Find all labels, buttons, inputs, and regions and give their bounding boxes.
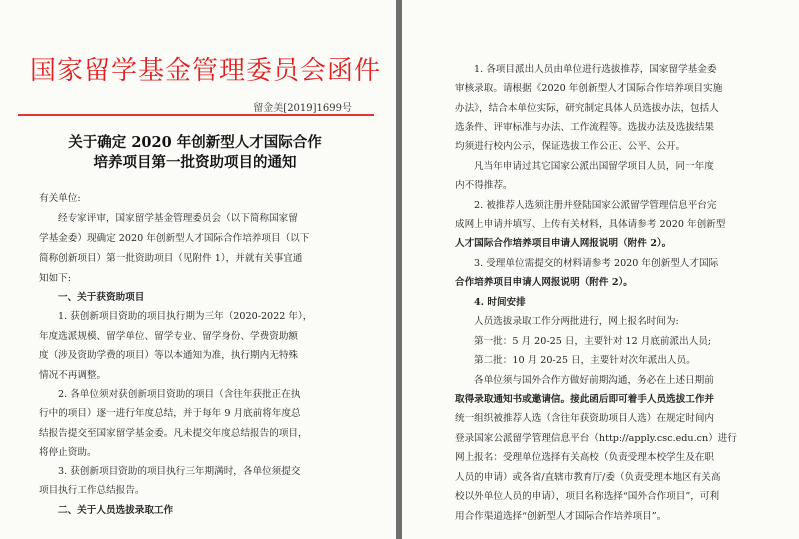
notice-title-line-2: 培养项目第一批资助项目的通知 (93, 154, 297, 171)
body-line: 人员选拔录取工作分两批进行，网上报名时间为: (474, 316, 679, 327)
left-page (0, 0, 396, 539)
right-page (402, 0, 799, 539)
body-line: 学基金委）现确定 2020 年创新型人才国际合作培养项目（以下 (39, 233, 310, 244)
body-line: 第一批：5 月 20-25 日，主要针对 12 月底前派出人员; (474, 336, 712, 347)
body-line: 1. 获创新项目资助的项目执行期为三年（2020-2022 年）， (58, 311, 313, 322)
body-line: 均须进行校内公示，保证选拔工作公正、公平、公开。 (455, 141, 686, 152)
notice-title-line-1: 关于确定 2020 年创新型人才国际合作 (68, 134, 322, 151)
body-line: 取得录取通知书或邀请信。接此函后即可着手人员选拔工作并 (455, 394, 715, 405)
body-line: 2. 被推荐人选须注册并登陆国家公派留学管理信息平台完 (474, 200, 717, 211)
body-line: 2. 各单位须对获创新项目资助的项目（含往年获批正在执 (58, 389, 301, 400)
section-heading: 二、关于人员选拔录取工作 (58, 505, 174, 516)
body-line: 成网上申请并填写、上传有关材料，具体请参考 2020 年创新型 (455, 219, 726, 230)
body-line: 网上报名：受理单位选择有关高校（负责受理本校学生及在职 (455, 452, 715, 463)
body-line: 项目执行工作总结报告。 (39, 485, 145, 496)
body-line: 凡当年申请过其它国家公派出国留学项目人员，同一年度 (474, 161, 714, 172)
body-line: 年度选派规模、留学单位、留学专业、留学身份、学费资助额 (39, 331, 299, 342)
body-line: 人才国际合作培养项目申请人网报说明（附件 2）。 (455, 238, 672, 249)
body-line: 情况不再调整。 (39, 370, 107, 381)
body-line: 结报告提交至国家留学基金委。凡未提交年度总结报告的项目， (39, 428, 308, 439)
body-line: 第二批：10 月 20-25 日，主要针对次年派出人员。 (474, 355, 696, 366)
body-line: 用合作渠道选择“创新型人才国际合作培养项目”。 (455, 511, 667, 522)
section-heading: 一、关于获资助项目 (58, 292, 145, 303)
body-line: 内不得推荐。 (455, 180, 513, 191)
body-line: 统一组织被推荐人选（含往年获资助项目人选）在规定时间内 (455, 413, 715, 424)
body-line: 3. 受理单位需提交的材料请参考 2020 年创新型人才国际 (474, 258, 719, 269)
letterhead-title: 国家留学基金管理委员会函件 (30, 56, 382, 86)
body-line: 将停止资助。 (39, 447, 97, 458)
body-line: 行中的项目）逐一进行年度总结，并于每年 9 月底前将年度总 (39, 408, 301, 419)
body-line: 简称创新项目）第一批资助项目（见附件 1），并就有关事宜通 (39, 253, 303, 264)
body-line: 人员的申请）或各省/直辖市教育厅/委（负责受理本地区有关高 (455, 472, 721, 483)
body-line: 选条件、评审标准与办法、工作流程等。选拔办法及选拔结果 (455, 122, 715, 133)
body-line: 办法》，结合本单位实际，研究制定具体人员选拔办法，包括人 (455, 103, 719, 114)
body-line: 度（涉及资助学费的项目）等以本通知为准，执行期内无特殊 (39, 350, 299, 361)
body-line: 审核录取。请根据《2020 年创新型人才国际合作培养项目实施 (455, 83, 723, 94)
body-line: 合作培养项目申请人网报说明（附件 2）。 (455, 277, 633, 288)
body-line: 校以外单位人员的申请），项目名称选择“国外合作项目”，可利 (455, 491, 720, 502)
body-line: 经专家评审，国家留学基金管理委员会（以下简称国家留 (58, 213, 298, 224)
body-line: 登录国家公派留学管理信息平台（http://apply.csc.edu.cn）进行 (455, 433, 737, 444)
document-number: 留金美[2019]1699号 (253, 103, 352, 114)
body-line: 1. 各项目派出人员由单位进行选拔推荐，国家留学基金委 (474, 64, 717, 75)
section-heading: 4. 时间安排 (474, 297, 526, 308)
letterhead-divider (18, 114, 374, 116)
body-line: 3. 获创新项目资助的项目执行三年期满时，各单位须提交 (58, 466, 301, 477)
addressee-line: 有关单位: (39, 193, 81, 204)
body-line: 各单位须与国外合作方做好前期沟通，务必在上述日期前 (474, 375, 714, 386)
body-line: 知如下: (39, 273, 72, 284)
